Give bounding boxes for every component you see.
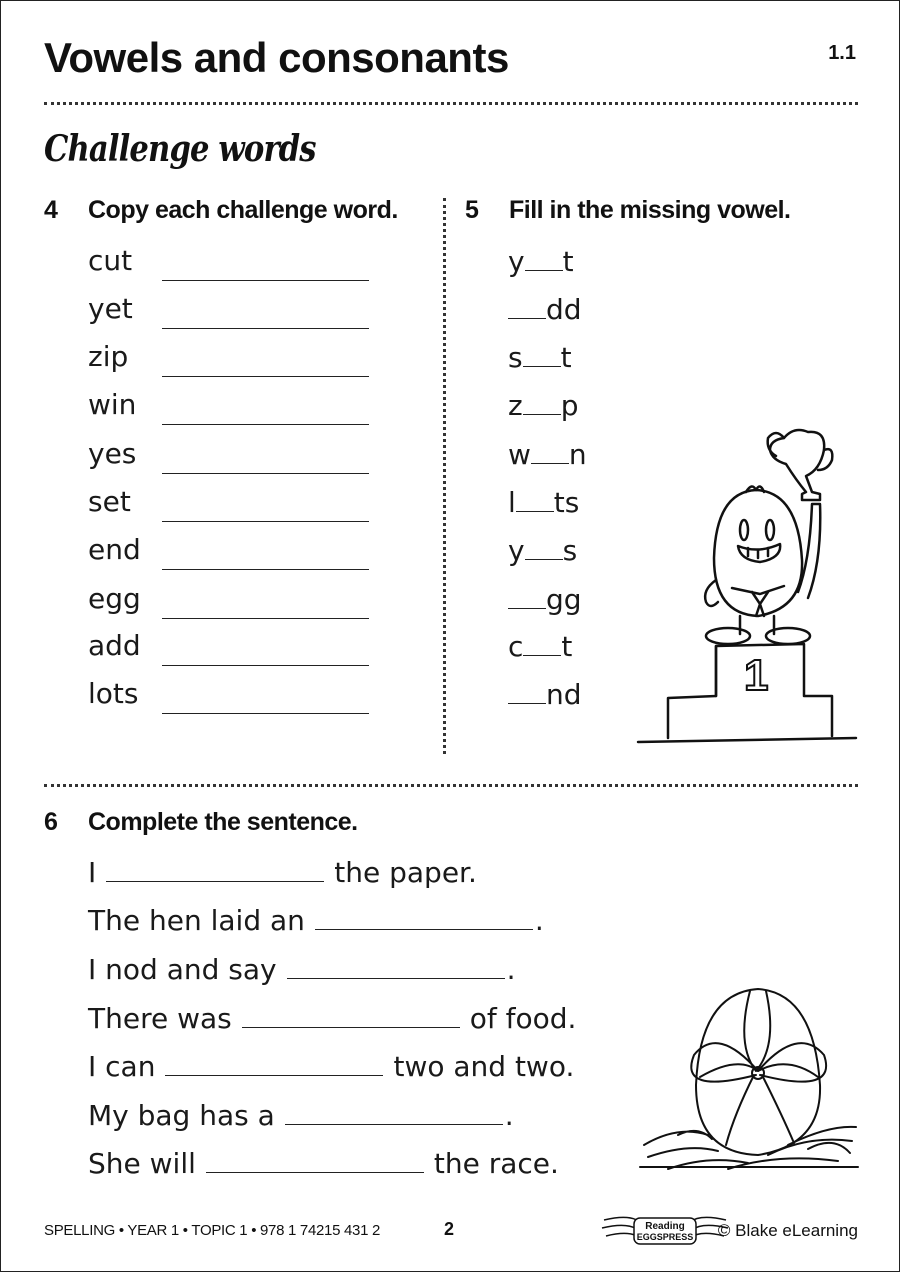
sentence-end: the race. <box>433 1147 559 1180</box>
sentence-end: of food. <box>469 1002 577 1035</box>
sentence-blank[interactable] <box>242 1005 460 1028</box>
sentence <box>88 1147 559 1180</box>
vowel-blank[interactable] <box>531 437 569 464</box>
vowel-blank[interactable] <box>508 582 546 609</box>
letters-before: y <box>508 245 525 278</box>
letters-after: nd <box>546 678 582 711</box>
vowel-blank[interactable] <box>525 533 563 560</box>
copy-answer-line[interactable] <box>162 713 369 714</box>
page-number: 2 <box>444 1219 455 1239</box>
section-divider <box>44 784 858 787</box>
copyright: © Blake eLearning <box>717 1221 858 1240</box>
sentence <box>88 1050 574 1083</box>
sentence-start: My bag has a <box>88 1099 275 1132</box>
sentence-end: . <box>506 953 516 986</box>
vowel-blank[interactable] <box>523 340 561 367</box>
challenge-word: add <box>88 629 141 662</box>
question-4-heading <box>44 196 398 225</box>
question-instruction: Complete the sentence. <box>88 808 358 836</box>
sentence-start: I nod and say <box>88 953 277 986</box>
copy-answer-line[interactable] <box>162 473 369 474</box>
question-instruction: Copy each challenge word. <box>88 196 398 224</box>
vowel-blank[interactable] <box>508 292 546 319</box>
sentence-start: The hen laid an <box>88 904 305 937</box>
vowel-blank[interactable] <box>523 629 561 656</box>
copy-answer-line[interactable] <box>162 376 369 377</box>
missing-vowel-item <box>508 437 587 471</box>
letters-after: n <box>568 438 587 471</box>
sentence-start: I can <box>88 1050 156 1083</box>
letters-before: c <box>508 630 524 663</box>
missing-vowel-item <box>508 388 578 422</box>
copy-answer-line[interactable] <box>162 665 369 666</box>
challenge-word: yes <box>88 437 137 470</box>
sentence <box>88 1099 514 1132</box>
question-instruction: Fill in the missing vowel. <box>509 196 791 224</box>
sentence <box>88 856 477 889</box>
copy-answer-line[interactable] <box>162 280 369 281</box>
question-6-heading <box>44 808 358 837</box>
question-number: 6 <box>44 808 58 836</box>
challenge-word: egg <box>88 582 141 615</box>
sentence-start: She will <box>88 1147 196 1180</box>
missing-vowel-item <box>508 244 574 278</box>
sentence <box>88 904 544 937</box>
header-divider <box>44 102 858 105</box>
sentence-blank[interactable] <box>206 1150 424 1173</box>
missing-vowel-item <box>508 582 582 616</box>
vowel-blank[interactable] <box>525 244 563 271</box>
missing-vowel-item <box>508 629 572 663</box>
sentence-end: the paper. <box>334 856 477 889</box>
vowel-blank[interactable] <box>523 388 561 415</box>
missing-vowel-item <box>508 292 582 326</box>
sentence-blank[interactable] <box>285 1102 503 1125</box>
question-5-heading <box>465 196 791 225</box>
challenge-word: set <box>88 485 131 518</box>
sentence-start: There was <box>88 1002 232 1035</box>
page-code: 1.1 <box>828 42 856 64</box>
letters-after: ts <box>553 486 580 519</box>
letters-after: dd <box>546 293 582 326</box>
page-title: Vowels and consonants <box>44 34 509 81</box>
letters-before: z <box>508 389 523 422</box>
sentence <box>88 953 516 986</box>
challenge-word: zip <box>88 340 129 373</box>
sentence-end: . <box>504 1099 514 1132</box>
footer-series-info: SPELLING • YEAR 1 • TOPIC 1 • 978 1 74215 431 2 <box>44 1222 381 1239</box>
letters-before: l <box>508 486 516 519</box>
trophy-egg-illustration <box>636 420 860 750</box>
sentence-end: two and two. <box>393 1050 575 1083</box>
sentence-end: . <box>534 904 544 937</box>
copy-answer-line[interactable] <box>162 618 369 619</box>
letters-after: s <box>562 534 578 567</box>
vowel-blank[interactable] <box>516 485 554 512</box>
sentence-blank[interactable] <box>165 1053 383 1076</box>
letters-before: w <box>508 438 531 471</box>
letters-before: s <box>508 341 523 374</box>
challenge-word: yet <box>88 292 133 325</box>
missing-vowel-item <box>508 533 577 567</box>
podium-number: 1 <box>744 651 769 700</box>
vowel-blank[interactable] <box>508 677 546 704</box>
letters-after: t <box>562 245 574 278</box>
sentence-blank[interactable] <box>287 956 505 979</box>
column-divider <box>443 198 446 754</box>
section-title: Challenge words <box>44 128 316 170</box>
letters-after: p <box>560 389 579 422</box>
letters-before: y <box>508 534 525 567</box>
challenge-word: win <box>88 388 137 421</box>
missing-vowel-item <box>508 340 572 374</box>
sentence <box>88 1002 576 1035</box>
reading-eggspress-logo <box>600 1212 730 1248</box>
copy-answer-line[interactable] <box>162 521 369 522</box>
question-number: 4 <box>44 196 58 224</box>
letters-after: t <box>560 341 572 374</box>
svg-text:EGGSPRESS: EGGSPRESS <box>636 1232 694 1242</box>
challenge-word: lots <box>88 677 139 710</box>
challenge-word: cut <box>88 244 133 277</box>
missing-vowel-item <box>508 677 582 711</box>
letters-after: t <box>561 630 573 663</box>
egg-nest-illustration <box>638 985 860 1175</box>
challenge-word: end <box>88 533 141 566</box>
copy-answer-line[interactable] <box>162 424 369 425</box>
sentence-blank[interactable] <box>106 859 324 882</box>
copy-answer-line[interactable] <box>162 569 369 570</box>
svg-text:Reading: Reading <box>645 1221 685 1232</box>
sentence-start: I <box>88 856 97 889</box>
sentence-blank[interactable] <box>315 907 533 930</box>
question-number: 5 <box>465 196 479 224</box>
copy-answer-line[interactable] <box>162 328 369 329</box>
missing-vowel-item <box>508 485 579 519</box>
letters-after: gg <box>546 583 582 616</box>
